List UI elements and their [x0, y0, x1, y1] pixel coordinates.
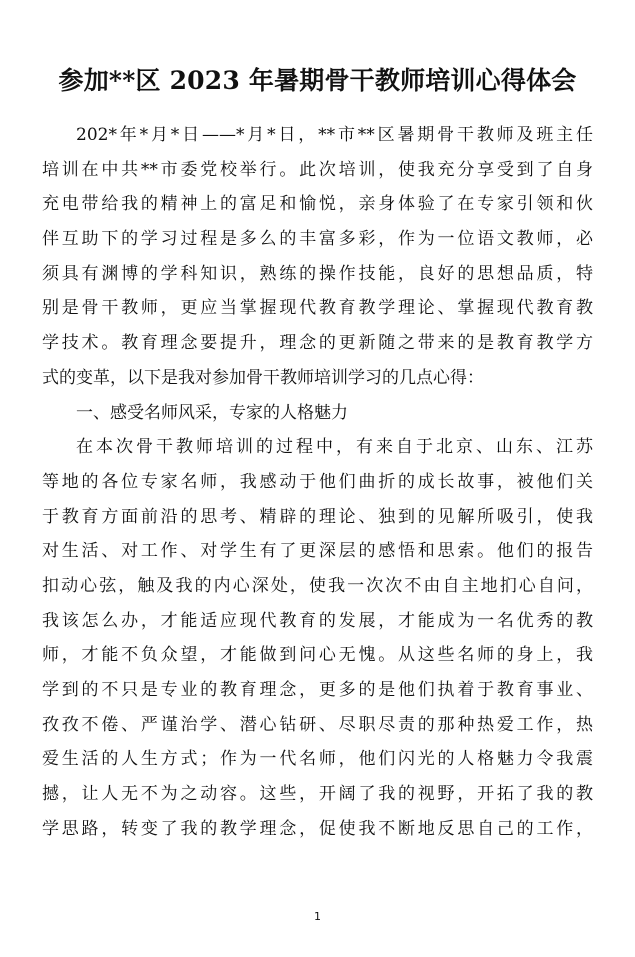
paragraph-line: 于教育方面前沿的思考、精辟的理论、独到的见解所吸引，使我 [42, 506, 593, 527]
paragraph-line: 学到的不只是专业的教育理念，更多的是他们执着于教育事业、 [42, 680, 593, 700]
paragraph-line: 别是骨干教师，更应当掌握现代教育教学理论、掌握现代教育教 [42, 298, 593, 319]
paragraph-line: 学思路，转变了我的教学理念，促使我不断地反思自己的工作， [42, 818, 593, 839]
document-body [42, 118, 593, 846]
paragraph-line: 师，才能不负众望，才能做到问心无愧。从这些名师的身上，我 [42, 645, 593, 666]
paragraph-line: 对生活、对工作、对学生有了更深层的感悟和思索。他们的报告 [42, 541, 593, 562]
paragraph-line: 202*年*月*日——*月*日，**市**区暑期骨干教师及班主任 [76, 125, 593, 145]
paragraph-line: 充电带给我的精神上的富足和愉悦，亲身体验了在专家引领和伙 [42, 194, 593, 215]
paragraph-line: 须具有渊博的学科知识，熟练的操作技能，良好的思想品质，特 [42, 263, 593, 284]
paragraph-line: 培训在中共**市委党校举行。此次培训，使我充分享受到了自身 [42, 159, 593, 180]
paragraph-line: 我该怎么办，才能适应现代教育的发展，才能成为一名优秀的教 [42, 610, 593, 631]
paragraph-line: 式的变革，以下是我对参加骨干教师培训学习的几点心得： [42, 367, 484, 388]
document-title: 参加**区 2023 年暑期骨干教师培训心得体会 [58, 66, 577, 95]
paragraph-line: 等地的各位专家名师，我感动于他们曲折的成长故事，被他们关 [42, 471, 593, 492]
page-number: 1 [314, 910, 321, 923]
paragraph-line: 在本次骨干教师培训的过程中，有来自于北京、山东、江苏 [76, 437, 593, 458]
paragraph-line: 学技术。教育理念要提升，理念的更新随之带来的是教育教学方 [42, 333, 593, 354]
section-heading: 一、感受名师风采，专家的人格魅力 [76, 402, 348, 423]
paragraph-line: 撼，让人无不为之动容。这些，开阔了我的视野，开拓了我的教 [42, 784, 593, 805]
paragraph-line: 孜孜不倦、严谨治学、潜心钻研、尽职尽责的那种热爱工作，热 [42, 714, 593, 735]
paragraph-line: 扣动心弦，触及我的内心深处，使我一次次不由自主地扪心自问， [42, 575, 593, 596]
paragraph-line: 伴互助下的学习过程是多么的丰富多彩，作为一位语文教师，必 [42, 229, 593, 250]
paragraph-line: 爱生活的人生方式；作为一代名师，他们闪光的人格魅力令我震 [42, 749, 593, 770]
